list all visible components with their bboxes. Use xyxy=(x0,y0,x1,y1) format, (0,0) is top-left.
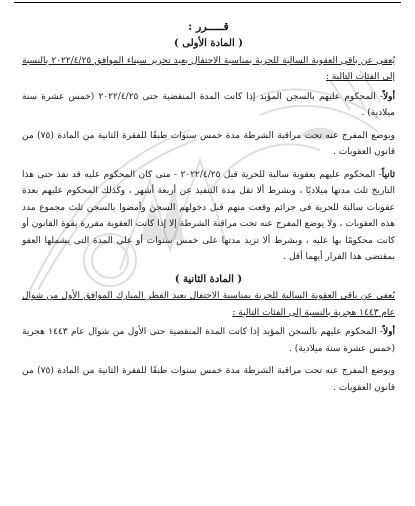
article2-intro: يُعفى عن باقى العقوبة السالبة للحرية بمناسبة الاحتفال بعيد الفطر المبارك الموافق الأول من شوال عام ١٤٤٣ هجرية بالنسبة إلى الفئات التالية : xyxy=(22,291,395,318)
article2-first-text: - المحكوم عليهم بالسجن المؤبد إذا كانت المدة المنقضية حتى الأول من شوال عام ١٤٤٣ هجرية (خمس عشرة سنة ميلادية) . xyxy=(22,327,395,354)
article1-second-text: - المحكوم عليهم بعقوبة سالبة للحرية قبل ٢٠٢٢/٤/٢٥ - متى كان المحكوم عليه قد نفذ حتى هذا التاريخ ثلث مدتها ميلاديًا ، وبشرط ألا تقل مدة التنفيذ عن أربعة أشهر ، وكذلك المحكوم عليهم بعدة عقوبات سالبة للحرية فى جرائم وقعت منهم قبل دخولهم السجن وأمضوا بالسجن ثلث مجموع مدد هذه العقوبات ، ولا يوضع المفرج عنه تحت مراقبة الشرطة إلا إذا كانت العقوبة مقررة بقوة القانون أو كانت محكومًا بها عليه ، وبشرط ألا تزيد مدتها على خمس سنوات أو على المدة التى يشملها العفو بمقتضى هذا القرار أيهما أقل . xyxy=(22,169,395,262)
article2-first-item xyxy=(22,324,395,357)
article1-second-item xyxy=(22,167,395,266)
decision-title: قـــــرر : xyxy=(188,20,229,33)
article1-intro: يُعفى عن باقى العقوبة السالبة للحرية بمناسبة الاحتفال بعيد تحرير سيناء الموافق ٢٠٢٢/٤/٢٥ بالنسبة إلى الفئات التالية : xyxy=(22,55,395,82)
article1-first-label: أولاً xyxy=(383,91,395,102)
article1-supervision: ويوضع المفرج عنه تحت مراقبة الشرطة مدة خمس سنوات طبقًا للفقرة الثانية من المادة (٧٥) من قانون العقوبات . xyxy=(22,130,395,157)
article2-first-label: أولاً xyxy=(383,327,395,337)
article1-first-item xyxy=(22,89,395,122)
article1-heading: ( المادة الأولى ) xyxy=(174,38,243,49)
article2-supervision: ويوضع المفرج عنه تحت مراقبة الشرطة مدة خمس سنوات طبقًا للفقرة الثانية من المادة (٧٥) من قانون العقوبات . xyxy=(22,366,395,393)
article1-first-text: - المحكوم عليهم بالسجن المؤبد إذا كانت المدة المنقضية حتى ٢٠٢٢/٤/٢٥ (خمس عشرة سنة ميلادية) . xyxy=(22,91,395,118)
article1-second-label: ثانياً xyxy=(381,169,395,180)
document-body xyxy=(22,18,395,396)
top-rule xyxy=(14,2,401,3)
article2-heading: ( المادة الثانية ) xyxy=(174,273,243,285)
